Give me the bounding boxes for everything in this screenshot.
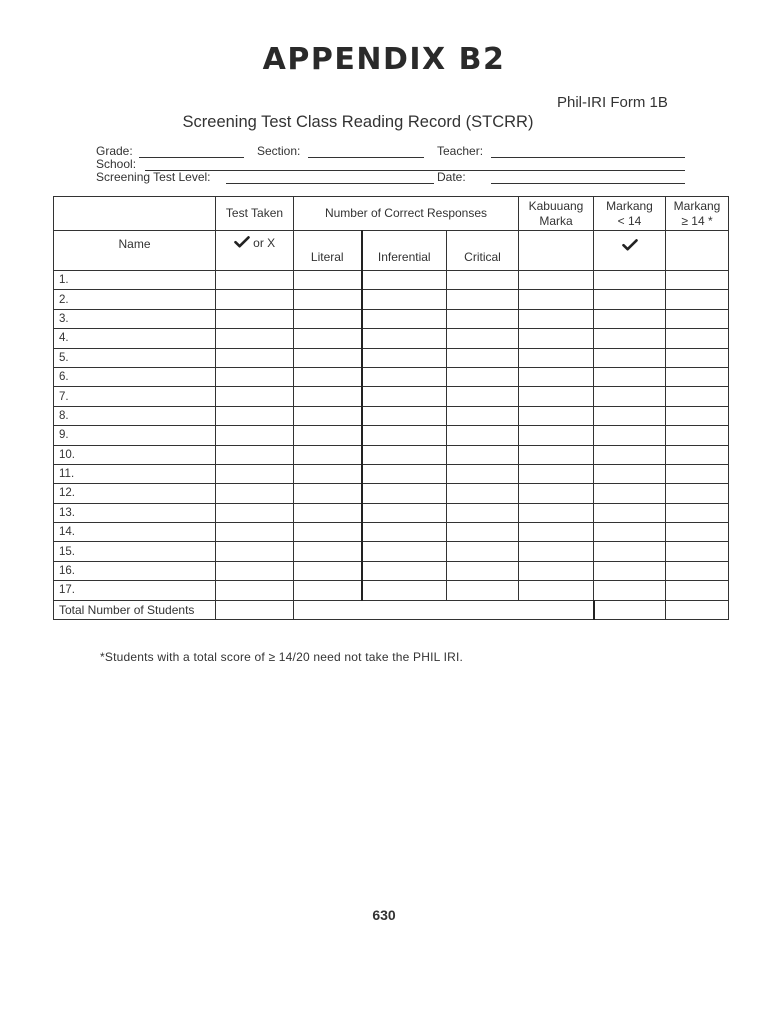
screening-level-label: Screening Test Level: [96,170,211,184]
markang-14-above-cell[interactable] [666,542,729,561]
markang-14-above-cell[interactable] [666,348,729,367]
kabuuang-marka-cell[interactable] [519,329,594,348]
kabuuang-marka-cell[interactable] [519,406,594,425]
form-title: Screening Test Class Reading Record (STCRR) [182,113,534,131]
test-taken-cell[interactable] [216,503,294,522]
markang-below-14-line2: < 14 [617,213,642,228]
row-number[interactable]: 8. [54,406,216,425]
literal-cell[interactable] [294,503,362,522]
markang-below-14-cell[interactable] [594,464,666,483]
markang-below-14-cell[interactable] [594,329,666,348]
kabuuang-marka-cell[interactable] [519,426,594,445]
literal-cell[interactable] [294,387,362,406]
total-responses-cell[interactable] [294,600,594,619]
critical-cell[interactable] [447,271,519,290]
kabuuang-marka-subheader [519,231,594,271]
literal-cell[interactable] [294,561,362,580]
kabuuang-marka-cell[interactable] [519,503,594,522]
critical-cell[interactable] [447,309,519,328]
test-taken-cell[interactable] [216,329,294,348]
markang-14-above-cell[interactable] [666,484,729,503]
test-taken-cell[interactable] [216,542,294,561]
kabuuang-marka-cell[interactable] [519,348,594,367]
critical-cell[interactable] [447,503,519,522]
test-taken-cell[interactable] [216,309,294,328]
test-taken-cell[interactable] [216,387,294,406]
check-or-x-header [216,231,294,271]
test-taken-cell[interactable] [216,581,294,600]
section-field[interactable] [308,157,424,158]
header-blank-cell [54,197,216,231]
markang-below-14-cell[interactable] [594,542,666,561]
row-number[interactable]: 12. [54,484,216,503]
markang-below-14-cell[interactable] [594,445,666,464]
table-row [54,329,729,348]
literal-cell[interactable] [294,367,362,386]
test-taken-cell[interactable] [216,367,294,386]
total-row [54,600,729,619]
literal-cell[interactable] [294,426,362,445]
table-row [54,484,729,503]
check-or-x-label: or X [253,236,276,250]
markang-14-above-cell[interactable] [666,406,729,425]
table-row [54,445,729,464]
test-taken-cell[interactable] [216,523,294,542]
markang-14-above-header [666,197,729,231]
row-number[interactable]: 2. [54,290,216,309]
literal-cell[interactable] [294,290,362,309]
table-row [54,464,729,483]
literal-cell[interactable] [294,329,362,348]
table-row [54,561,729,580]
markang-below-14-cell[interactable] [594,367,666,386]
kabuuang-marka-cell[interactable] [519,542,594,561]
header-row-1 [54,197,729,231]
critical-cell[interactable] [447,367,519,386]
table-row [54,387,729,406]
total-test-taken-cell[interactable] [216,600,294,619]
markang-14-above-cell[interactable] [666,290,729,309]
row-number[interactable]: 5. [54,348,216,367]
inferential-cell[interactable] [362,464,447,483]
date-field[interactable] [491,183,685,184]
inferential-cell[interactable] [362,581,447,600]
markang-14-above-cell[interactable] [666,367,729,386]
table-row [54,271,729,290]
table-row [54,309,729,328]
markang-below-14-check [594,231,666,271]
critical-cell[interactable] [447,561,519,580]
reading-record-table [53,196,729,620]
markang-14-above-cell[interactable] [666,561,729,580]
test-taken-cell[interactable] [216,348,294,367]
row-number[interactable]: 9. [54,426,216,445]
critical-cell[interactable] [447,290,519,309]
test-taken-header: Test Taken [216,197,294,231]
table-row [54,542,729,561]
kabuuang-marka-cell[interactable] [519,309,594,328]
inferential-cell[interactable] [362,367,447,386]
inferential-cell[interactable] [362,523,447,542]
critical-cell[interactable] [447,523,519,542]
footnote: *Students with a total score of ≥ 14/20 need not take the PHIL IRI. [100,650,464,664]
inferential-cell[interactable] [362,561,447,580]
inferential-cell[interactable] [362,542,447,561]
total-label: Total Number of Students [54,600,216,619]
kabuuang-marka-cell[interactable] [519,367,594,386]
table-row [54,523,729,542]
test-taken-cell[interactable] [216,426,294,445]
critical-cell[interactable] [447,426,519,445]
row-number[interactable]: 13. [54,503,216,522]
table-row [54,426,729,445]
table-row [54,406,729,425]
kabuuang-marka-header [519,197,594,231]
critical-cell[interactable] [447,542,519,561]
inferential-cell[interactable] [362,445,447,464]
markang-14-above-line1: Markang [673,198,721,213]
inferential-cell[interactable] [362,271,447,290]
kabuuang-marka-cell[interactable] [519,561,594,580]
critical-header: Critical [447,231,519,271]
kabuuang-marka-cell[interactable] [519,445,594,464]
markang-below-14-cell[interactable] [594,387,666,406]
inferential-cell[interactable] [362,484,447,503]
row-number[interactable]: 17. [54,581,216,600]
test-taken-cell[interactable] [216,445,294,464]
section-label: Section: [257,144,301,158]
inferential-cell[interactable] [362,329,447,348]
total-markang-below-14-cell[interactable] [594,600,666,619]
critical-cell[interactable] [447,445,519,464]
row-number[interactable]: 11. [54,464,216,483]
markang-below-14-cell[interactable] [594,484,666,503]
screening-level-field[interactable] [226,183,434,184]
literal-header: Literal [294,231,362,271]
markang-14-above-cell[interactable] [666,426,729,445]
page-number: 630 [372,907,396,923]
grade-label: Grade: [96,144,133,158]
inferential-cell[interactable] [362,290,447,309]
row-number[interactable]: 6. [54,367,216,386]
literal-cell[interactable] [294,271,362,290]
markang-below-14-cell[interactable] [594,581,666,600]
kabuuang-marka-cell[interactable] [519,484,594,503]
test-taken-cell[interactable] [216,406,294,425]
row-number[interactable]: 16. [54,561,216,580]
name-header: Name [54,231,216,271]
markang-14-above-cell[interactable] [666,503,729,522]
inferential-cell[interactable] [362,406,447,425]
inferential-cell[interactable] [362,309,447,328]
table-row [54,581,729,600]
test-taken-cell[interactable] [216,484,294,503]
markang-below-14-cell[interactable] [594,290,666,309]
markang-below-14-header [594,197,666,231]
markang-14-above-line2: ≥ 14 * [681,213,713,228]
inferential-cell[interactable] [362,387,447,406]
form-number: Phil-IRI Form 1B [557,94,668,111]
markang-14-above-cell[interactable] [666,464,729,483]
literal-cell[interactable] [294,309,362,328]
kabuuang-marka-cell[interactable] [519,387,594,406]
inferential-cell[interactable] [362,348,447,367]
markang-below-14-cell[interactable] [594,271,666,290]
markang-below-14-cell[interactable] [594,309,666,328]
literal-cell[interactable] [294,523,362,542]
table-row [54,503,729,522]
literal-cell[interactable] [294,484,362,503]
kabuuang-marka-cell[interactable] [519,464,594,483]
markang-below-14-line1: Markang [606,198,653,213]
header-row-2 [54,231,729,271]
markang-below-14-cell[interactable] [594,348,666,367]
markang-below-14-cell[interactable] [594,426,666,445]
appendix-title: APPENDIX B2 [262,42,506,77]
markang-14-above-cell[interactable] [666,581,729,600]
markang-14-above-subheader [666,231,729,271]
markang-14-above-cell[interactable] [666,329,729,348]
markang-below-14-cell[interactable] [594,523,666,542]
table-row [54,367,729,386]
school-label: School: [96,157,137,171]
markang-below-14-cell[interactable] [594,406,666,425]
markang-below-14-cell[interactable] [594,503,666,522]
critical-cell[interactable] [447,329,519,348]
kabuuang-marka-line1: Kabuuang [528,198,584,213]
markang-14-above-cell[interactable] [666,271,729,290]
kabuuang-marka-cell[interactable] [519,581,594,600]
markang-14-above-cell[interactable] [666,309,729,328]
literal-cell[interactable] [294,348,362,367]
literal-cell[interactable] [294,445,362,464]
kabuuang-marka-cell[interactable] [519,271,594,290]
test-taken-cell[interactable] [216,464,294,483]
total-markang-14-above-cell[interactable] [666,600,729,619]
inferential-cell[interactable] [362,503,447,522]
row-number[interactable]: 1. [54,271,216,290]
critical-cell[interactable] [447,406,519,425]
grade-field[interactable] [139,157,244,158]
correct-responses-header: Number of Correct Responses [294,197,519,231]
test-taken-cell[interactable] [216,561,294,580]
kabuuang-marka-cell[interactable] [519,290,594,309]
row-number[interactable]: 7. [54,387,216,406]
inferential-header: Inferential [362,231,447,271]
row-number[interactable]: 10. [54,445,216,464]
check-icon [234,236,250,248]
row-number[interactable]: 14. [54,523,216,542]
row-number[interactable]: 4. [54,329,216,348]
kabuuang-marka-line2: Marka [539,213,573,228]
inferential-cell[interactable] [362,426,447,445]
check-icon [622,239,638,251]
literal-cell[interactable] [294,464,362,483]
literal-cell[interactable] [294,542,362,561]
critical-cell[interactable] [447,581,519,600]
critical-cell[interactable] [447,348,519,367]
row-number[interactable]: 15. [54,542,216,561]
table-row [54,348,729,367]
date-label: Date: [437,170,466,184]
markang-14-above-cell[interactable] [666,445,729,464]
test-taken-cell[interactable] [216,290,294,309]
critical-cell[interactable] [447,484,519,503]
markang-below-14-cell[interactable] [594,561,666,580]
kabuuang-marka-cell[interactable] [519,523,594,542]
literal-cell[interactable] [294,406,362,425]
markang-14-above-cell[interactable] [666,523,729,542]
school-field[interactable] [145,170,685,171]
teacher-field[interactable] [491,157,685,158]
table-row [54,290,729,309]
teacher-label: Teacher: [437,144,484,158]
row-number[interactable]: 3. [54,309,216,328]
critical-cell[interactable] [447,387,519,406]
markang-14-above-cell[interactable] [666,387,729,406]
test-taken-cell[interactable] [216,271,294,290]
literal-cell[interactable] [294,581,362,600]
critical-cell[interactable] [447,464,519,483]
